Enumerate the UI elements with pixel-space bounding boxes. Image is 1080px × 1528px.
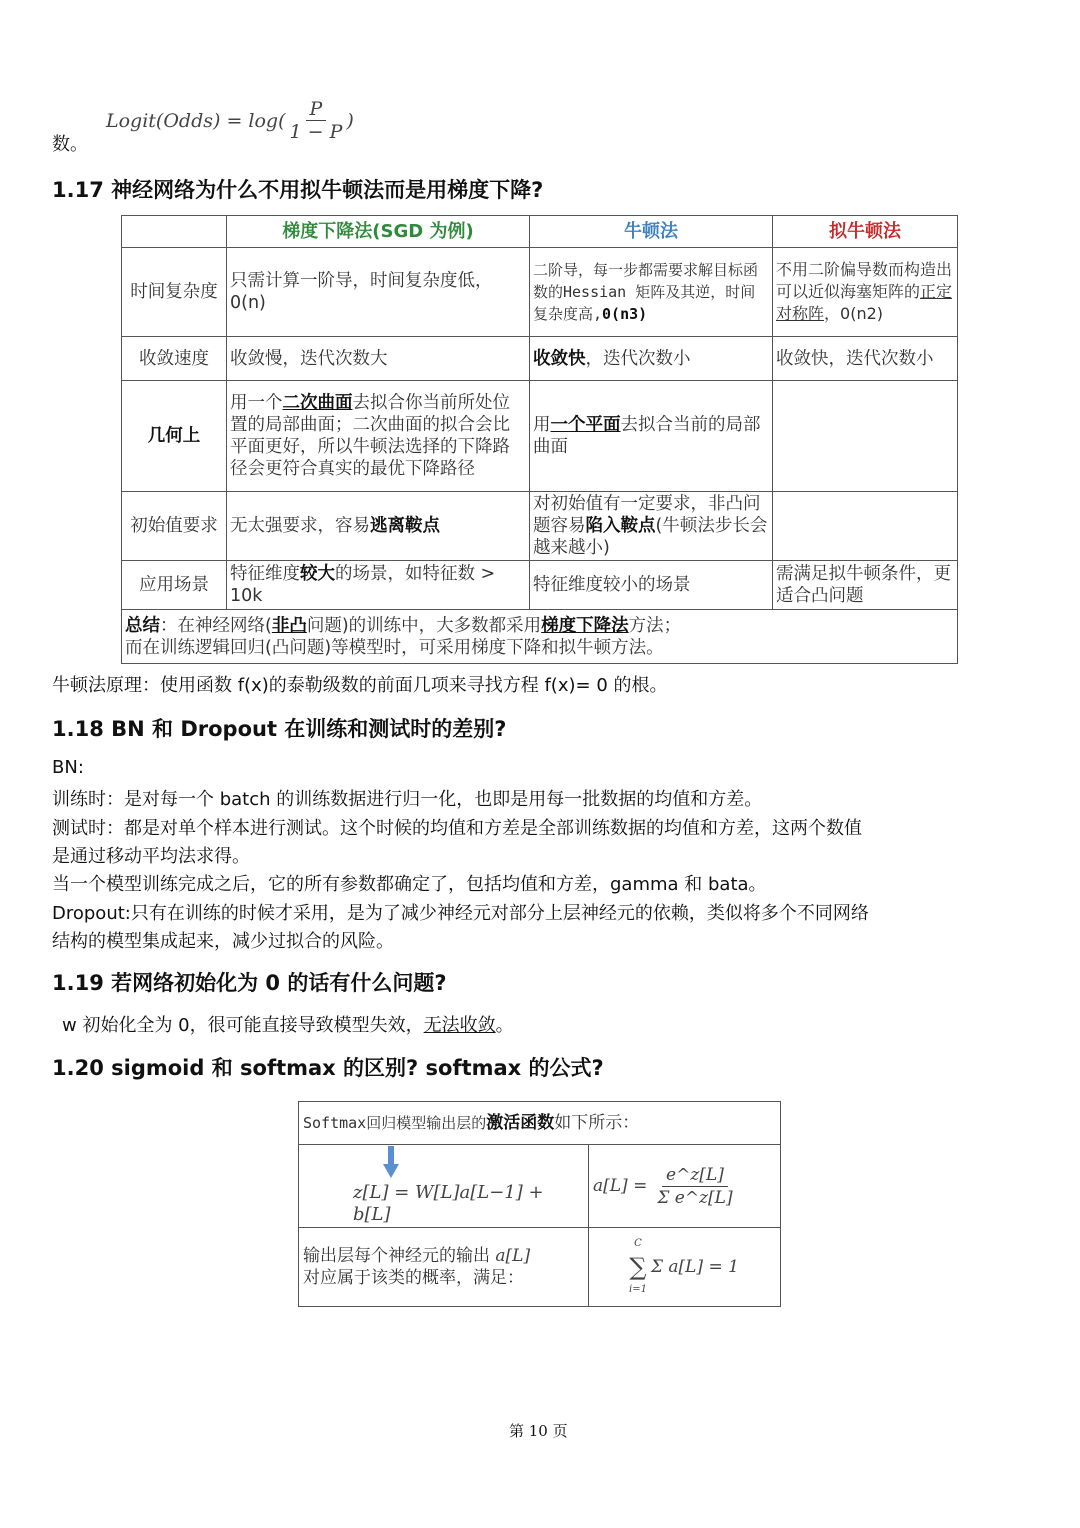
sum-equation-cell	[589, 1228, 781, 1307]
output-desc-cell: 输出层每个神经元的输出 a[L] 对应属于该类的概率，满足：	[299, 1228, 589, 1307]
z-equation: z[L] = W[L]a[L−1] + b[L]	[353, 1182, 544, 1225]
table-row-application	[122, 561, 958, 610]
table-row-geometry	[122, 381, 958, 492]
bn-label: BN:	[52, 757, 84, 778]
cell-newton: 特征维度较小的场景	[530, 561, 773, 610]
cell-newton: 收敛快，迭代次数小	[530, 337, 773, 381]
sum-equation: C ∑ i=1 Σ a[L] = 1	[629, 1238, 739, 1295]
cell-sgd: 特征维度较大的场景，如特征数 > 10k	[227, 561, 530, 610]
table-row-summary	[122, 610, 958, 664]
row-label: 几何上	[122, 381, 227, 492]
row-label: 初始值要求	[122, 492, 227, 561]
cell-sgd: 无太强要求，容易逃离鞍点	[227, 492, 530, 561]
section-1-18-title: 1.18 BN 和 Dropout 在训练和测试时的差别?	[52, 717, 507, 741]
section-1-19-title: 1.19 若网络初始化为 0 的话有什么问题?	[52, 971, 447, 995]
row-label: 收敛速度	[122, 337, 227, 381]
table-row-time-complexity	[122, 248, 958, 337]
newton-principle-note: 牛顿法原理：使用函数 f(x)的泰勒级数的前面几项来寻找方程 f(x)= 0 的根。	[52, 675, 668, 696]
cell-quasi-newton-empty	[773, 492, 958, 561]
section-1-20-title: 1.20 sigmoid 和 softmax 的区别? softmax 的公式?	[52, 1056, 604, 1080]
summary-cell: 总结：在神经网络(非凸问题)的训练中，大多数都采用梯度下降法方法； 而在训练逻辑回归(凸问题)等模型时，可采用梯度下降和拟牛顿方法。	[122, 610, 958, 664]
softmax-desc-row	[299, 1228, 781, 1307]
section-1-17-title: 1.17 神经网络为什么不用拟牛顿法而是用梯度下降?	[52, 178, 544, 202]
cell-quasi-newton: 需满足拟牛顿条件，更适合凸问题	[773, 561, 958, 610]
table-header-row	[122, 216, 958, 248]
table-row-convergence	[122, 337, 958, 381]
cell-sgd: 收敛慢，迭代次数大	[227, 337, 530, 381]
formula-close: )	[346, 109, 354, 132]
zero-init-answer: w 初始化全为 0，很可能直接导致模型失效，无法收敛。	[62, 1015, 514, 1036]
formula-denominator: 1 − P	[289, 121, 343, 143]
page-number: 第 10 页	[509, 1422, 568, 1440]
header-empty	[122, 216, 227, 248]
bn-test-line: 测试时：都是对单个样本进行测试。这个时候的均值和方差是全部训练数据的均值和方差，这两个数值	[52, 818, 862, 839]
table-row-initial-value	[122, 492, 958, 561]
cell-newton: 二阶导，每一步都需要求解目标函数的Hessian 矩阵及其逆，时间复杂度高,0(n3)	[530, 248, 773, 337]
bn-test-line-cont: 是通过移动平均法求得。	[52, 846, 250, 867]
z-equation-cell	[299, 1145, 589, 1228]
cell-sgd: 用一个二次曲面去拟合你当前所处位置的局部曲面；二次曲面的拟合会比平面更好，所以牛顿法选择的下降路径会更符合真实的最优下降路径	[227, 381, 530, 492]
softmax-table	[298, 1101, 781, 1307]
softmax-header-row	[299, 1102, 781, 1145]
row-label: 时间复杂度	[122, 248, 227, 337]
formula-fraction	[286, 98, 347, 143]
logit-formula	[106, 98, 354, 143]
cell-newton: 对初始值有一定要求，非凸问题容易陷入鞍点(牛顿法步长会越来越小)	[530, 492, 773, 561]
cell-quasi-newton: 不用二阶偏导数而构造出可以近似海塞矩阵的正定对称阵，0(n2)	[773, 248, 958, 337]
row-label: 应用场景	[122, 561, 227, 610]
dropout-line-cont: 结构的模型集成起来，减少过拟合的风险。	[52, 931, 394, 952]
softmax-formula-row	[299, 1145, 781, 1228]
formula-lhs: Logit(Odds) = log(	[106, 109, 286, 132]
a-equation: a[L] = $\frac{e\^{}z[L]}{\text{Σ e\textasciicircum{}z[L]}}$	[593, 1164, 733, 1208]
formula-numerator: P	[306, 98, 327, 121]
a-equation-cell	[589, 1145, 781, 1228]
header-quasi-newton: 拟牛顿法	[773, 216, 958, 248]
dropout-line: Dropout:只有在训练的时候才采用，是为了减少神经元对部分上层神经元的依赖，类似将多个不同网络	[52, 903, 869, 924]
top-fragment-char: 数。	[52, 134, 88, 155]
header-newton: 牛顿法	[530, 216, 773, 248]
cell-quasi-newton: 收敛快，迭代次数小	[773, 337, 958, 381]
cell-quasi-newton-empty	[773, 381, 958, 492]
bn-train-line: 训练时：是对每一个 batch 的训练数据进行归一化，也即是用每一批数据的均值和方差。	[52, 789, 763, 810]
arrow-down-icon	[381, 1146, 401, 1180]
bn-params-line: 当一个模型训练完成之后，它的所有参数都确定了，包括均值和方差，gamma 和 bata。	[52, 874, 767, 895]
optimizer-comparison-table	[121, 215, 958, 664]
softmax-header: Softmax回归模型输出层的激活函数如下所示：	[299, 1102, 781, 1145]
cell-sgd: 只需计算一阶导，时间复杂度低，0(n)	[227, 248, 530, 337]
header-sgd: 梯度下降法(SGD 为例)	[227, 216, 530, 248]
cell-newton: 用一个平面去拟合当前的局部曲面	[530, 381, 773, 492]
